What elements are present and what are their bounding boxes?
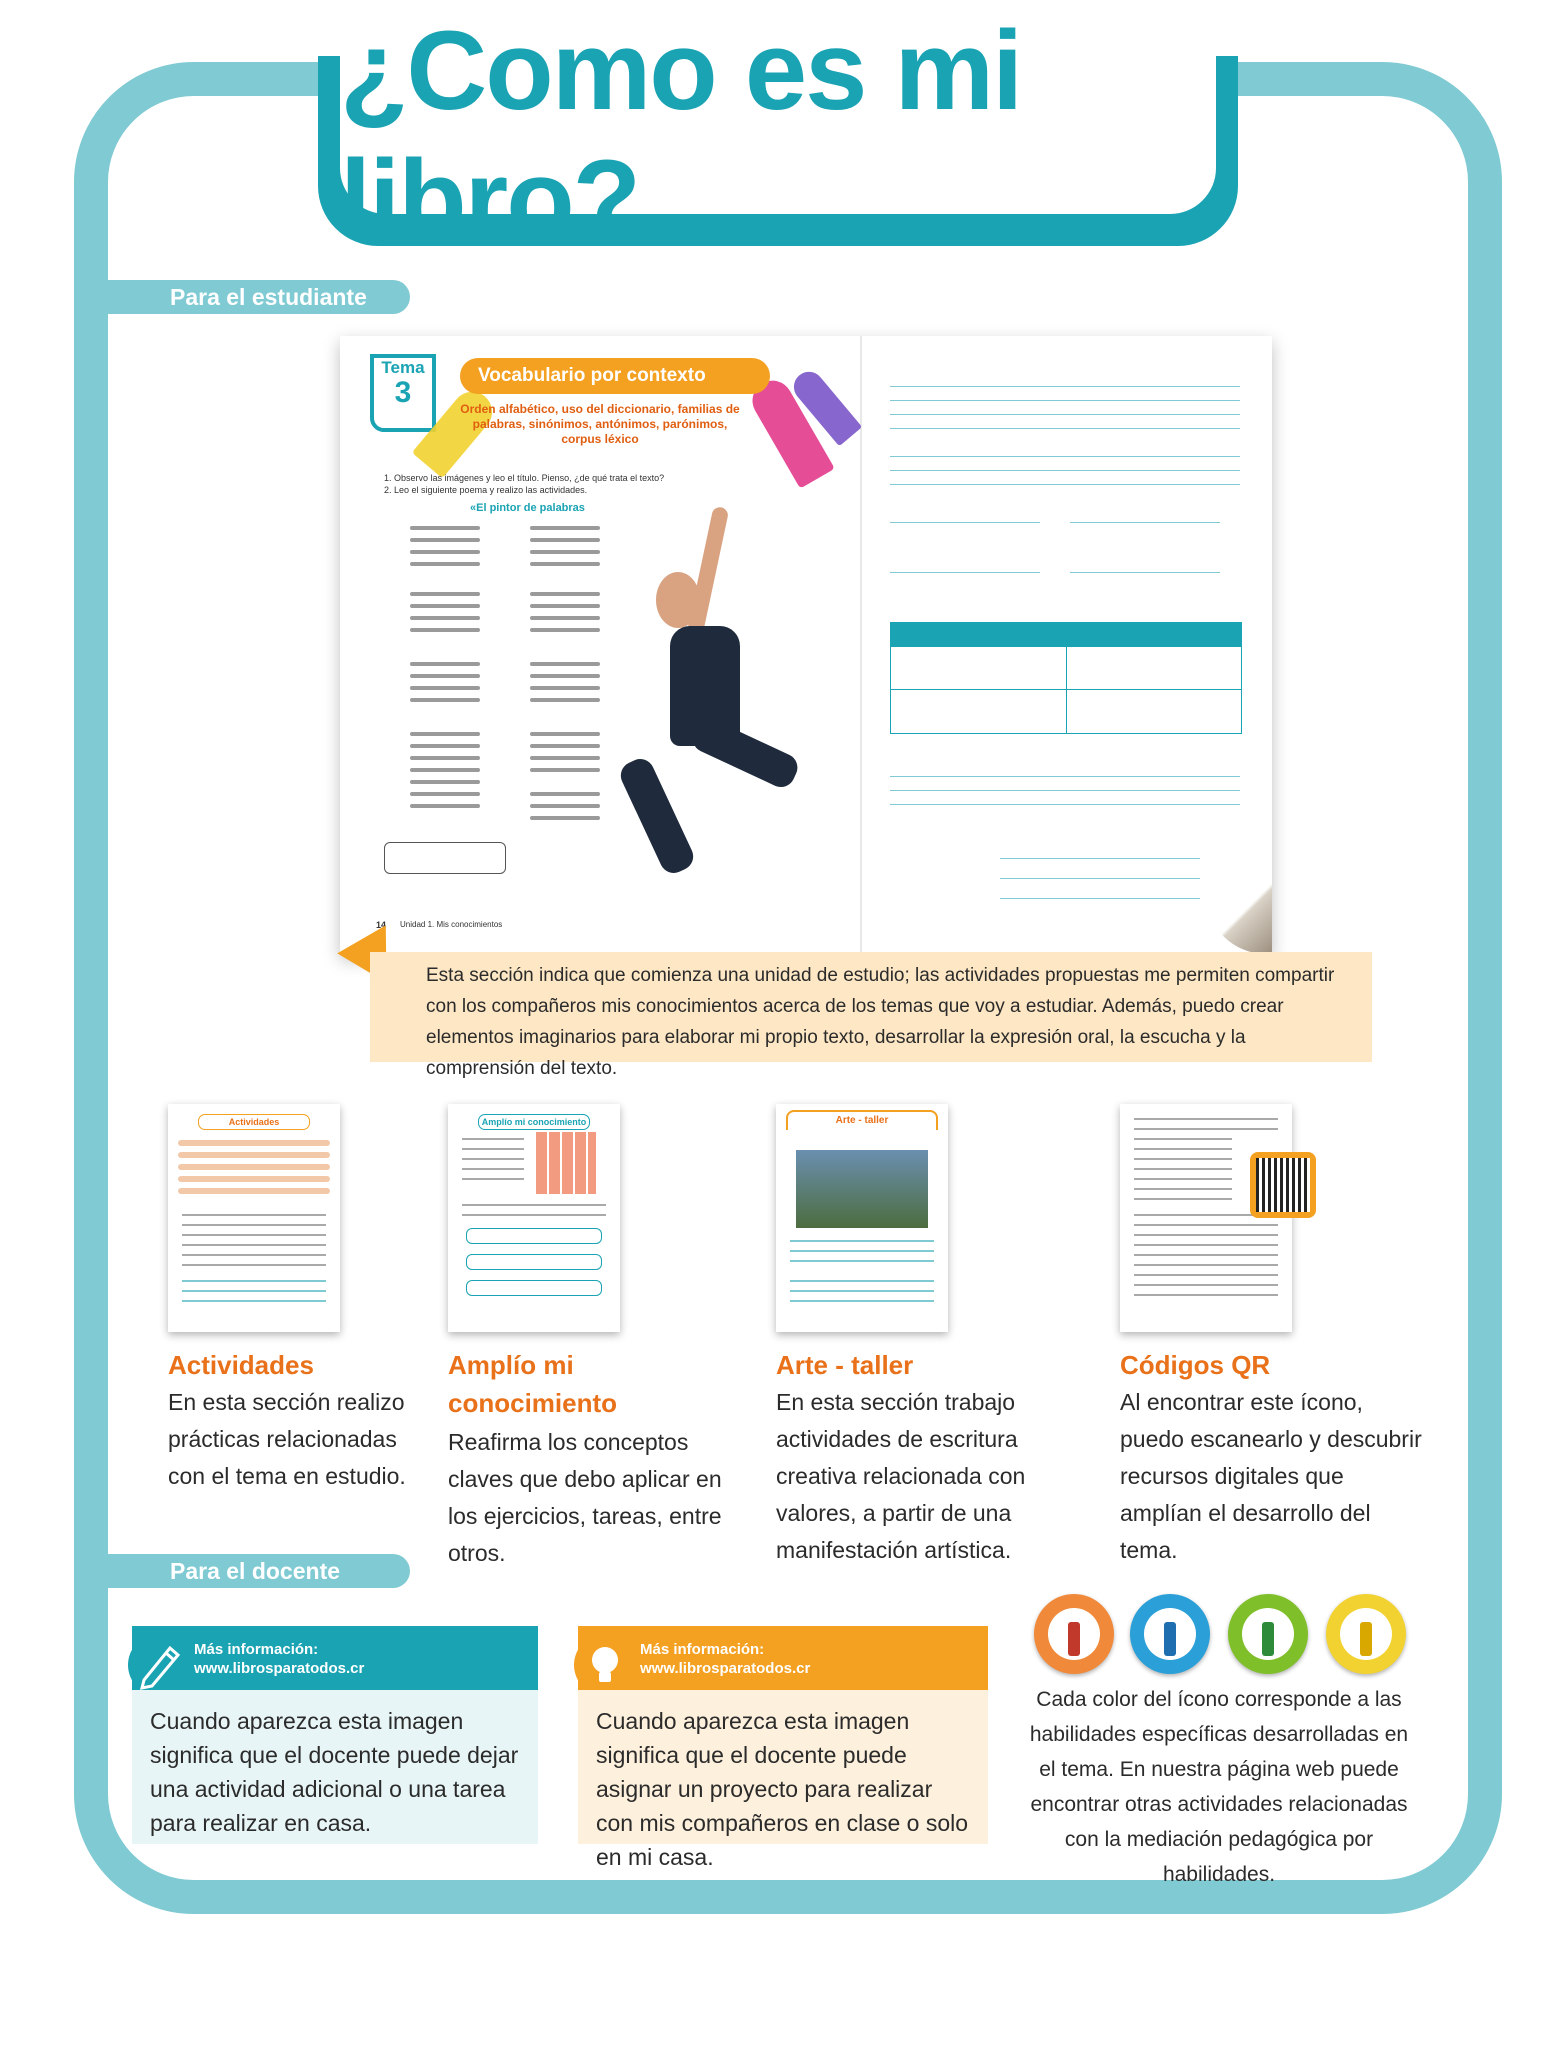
poem-line [410,686,480,690]
skill-icon-green [1228,1594,1308,1674]
thumb-text-line [182,1254,326,1256]
painter-leg [616,754,698,877]
poem-line [530,662,600,666]
instruction-1: 1. Observo las imágenes y leo el título. Pienso, ¿de qué trata el texto? [384,473,665,483]
thumb-text-line [462,1158,524,1160]
thumb-text-line [182,1280,326,1282]
title-box [340,8,1216,262]
thumb-actividades [168,1104,340,1332]
poem-line [410,562,480,566]
poem-line [410,756,480,760]
poem-line [530,816,600,820]
section-title-banner: Vocabulario por contexto [460,358,770,394]
answer-line [890,572,1040,573]
thumb-text-line [1134,1224,1278,1226]
poem-line [530,604,600,608]
card-header-text: Más información: www.librosparatodos.cr [194,1641,365,1677]
thumb-text-line [1134,1294,1278,1296]
teacher-card-tarea [132,1626,538,1844]
thumb-text-line [1134,1148,1232,1150]
answer-line [890,470,1240,471]
poem-line [410,768,480,772]
poem-line [530,592,600,596]
thumb-box [466,1228,602,1244]
answer-line [890,776,1240,777]
poem-line [530,744,600,748]
poem-line [530,686,600,690]
feature-title-codigos-qr: Códigos QR [1120,1350,1271,1380]
poem-line [410,698,480,702]
thumb-text-line [790,1260,934,1262]
feature-title-actividades: Actividades [168,1350,314,1380]
thumb-text-line [1134,1168,1232,1170]
skill-icon-blue [1130,1594,1210,1674]
thumb-text-line [1134,1254,1278,1256]
thumb-text-line [1134,1128,1278,1130]
page-curl [1206,884,1272,954]
thumb-text-line [1134,1284,1278,1286]
card-header-text: Más información: www.librosparatodos.cr [640,1641,811,1677]
recuerda-box [384,842,506,874]
thumb-text-line [182,1224,326,1226]
thumb-heading: Arte - taller [786,1110,938,1130]
thumb-text-line [790,1290,934,1292]
activity-table [890,622,1242,734]
poem-line [530,768,600,772]
answer-line [1000,898,1200,899]
section-subtitle: Orden alfabético, uso del diccionario, familias de palabras, sinónimos, antónimos, parónimos, corpus léxico [460,402,740,446]
teacher-section-tab: Para el docente [108,1554,410,1588]
poem-line [410,526,480,530]
thumb-text-line [182,1264,326,1266]
poem-line [530,628,600,632]
thumb-text-line [1134,1244,1278,1246]
lightbulb-icon [574,1634,636,1696]
student-section-tab: Para el estudiante [108,280,410,314]
answer-line [890,400,1240,401]
thumb-grid [536,1132,596,1194]
thumb-text-line [1134,1264,1278,1266]
answer-line [890,456,1240,457]
thumb-text-line [1134,1178,1232,1180]
thumb-text-line [462,1214,606,1216]
page-title: ¿Como es mi libro? [340,8,1022,262]
thumb-text-line [790,1280,934,1282]
card-header [132,1626,538,1690]
thumb-text-line [1134,1138,1232,1140]
tema-badge: Tema 3 [370,354,436,432]
answer-line [890,386,1240,387]
thumb-text-line [182,1244,326,1246]
thumb-text-line [1134,1158,1232,1160]
thumb-text-line [462,1204,606,1206]
spread-divider [860,336,862,954]
feature-text-codigos-qr: Al encontrar este ícono, puedo escanearlo y descubrir recursos digitales que amplían el desarrollo del tema. [1120,1389,1422,1563]
thumb-bar [178,1152,330,1158]
thumb-text-line [790,1250,934,1252]
thumb-text-line [1134,1118,1278,1120]
poem-line [530,804,600,808]
poem-line [410,804,480,808]
poem-line [410,550,480,554]
pencil-icon [128,1634,190,1696]
card-text: Cuando aparezca esta imagen significa que el docente puede dejar una actividad adicional o una tarea para realizar en casa. [132,1690,538,1844]
poem-line [410,744,480,748]
painter-leg [688,714,802,791]
thumb-text-line [182,1214,326,1216]
answer-line [890,484,1240,485]
thumb-box [466,1254,602,1270]
answer-line [890,804,1240,805]
answer-line [890,790,1240,791]
skill-icons-description: Cada color del ícono corresponde a las habilidades específicas desarrolladas en el tema. En nuestra página web puede encontrar otras actividades relacionadas con la mediación pedagógica por habilidades. [1029,1688,1409,1886]
thumb-text-line [1134,1188,1232,1190]
poem-line [410,662,480,666]
book-spread-preview [340,336,1272,954]
thumb-arte [776,1104,948,1332]
thumb-text-line [1134,1198,1232,1200]
answer-line [1000,878,1200,879]
poem-line [530,674,600,678]
thumb-text-line [182,1290,326,1292]
poem-line [410,732,480,736]
thumb-text-line [1134,1274,1278,1276]
thumb-text-line [182,1300,326,1302]
feature-text-actividades: En esta sección realizo prácticas relacionadas con el tema en estudio. [168,1389,406,1489]
card-header [578,1626,988,1690]
thumb-text-line [182,1234,326,1236]
thumb-text-line [790,1300,934,1302]
poem-line [530,538,600,542]
thumb-bar [178,1164,330,1170]
poem-line [530,756,600,760]
poem-line [410,628,480,632]
qr-code-icon [1250,1152,1316,1218]
poem-line [410,674,480,678]
feature-title-amplio: Amplío mi conocimiento [448,1350,618,1418]
feature-text-amplio: Reafirma los conceptos claves que debo aplicar en los ejercicios, tareas, entre otros. [448,1429,722,1566]
poem-line [410,792,480,796]
thumb-bar [178,1176,330,1182]
thumb-text-line [462,1138,524,1140]
poem-line [530,616,600,620]
answer-line [1070,522,1220,523]
answer-line [890,522,1040,523]
thumb-text-line [462,1148,524,1150]
thumb-photo [796,1150,928,1228]
page-number: 14 [376,920,387,930]
card-text: Cuando aparezca esta imagen significa que el docente puede asignar un proyecto para realizar con mis compañeros en clase o solo en mi casa. [578,1690,988,1844]
answer-line [890,414,1240,415]
poem-line [530,698,600,702]
instruction-2: 2. Leo el siguiente poema y realizo las actividades. [384,485,588,495]
answer-line [1070,572,1220,573]
poem-line [530,562,600,566]
thumb-box [466,1280,602,1296]
poem-line [530,792,600,796]
thumb-heading: Actividades [198,1114,310,1130]
table-divider [891,689,1241,690]
page-footer: Unidad 1. Mis conocimientos [400,920,503,929]
thumb-bar [178,1140,330,1146]
poem-line [530,550,600,554]
painter-head [656,572,700,628]
thumb-text-line [1134,1234,1278,1236]
poem-line [530,732,600,736]
table-divider [1066,623,1067,733]
poem-line [410,592,480,596]
thumb-bar [178,1188,330,1194]
thumb-text-line [462,1168,524,1170]
thumb-codigos-qr [1120,1104,1292,1332]
thumb-text-line [462,1178,524,1180]
teacher-card-proyecto [578,1626,988,1870]
poem-line [410,604,480,608]
answer-line [890,428,1240,429]
thumb-amplio [448,1104,620,1332]
poem-line [530,526,600,530]
answer-line [1000,858,1200,859]
section-description: Esta sección indica que comienza una unidad de estudio; las actividades propuestas me permiten compartir con los compañeros mis conocimientos acerca de los temas que voy a estudiar. Además, puedo crear elementos imaginarios para elaborar mi propio texto, desarrollar la expresión oral, la escucha y la comprensión del texto. [370,952,1372,1062]
tema-number: 3 [394,376,412,409]
poem-line [410,780,480,784]
poem-line [410,616,480,620]
thumb-text-line [790,1240,934,1242]
skill-icon-yellow [1326,1594,1406,1674]
poem-title: «El pintor de palabras [470,502,585,514]
thumb-heading: Amplío mi conocimiento [478,1114,590,1130]
feature-text-arte: En esta sección trabajo actividades de escritura creativa relacionada con valores, a partir de una manifestación artística. [776,1389,1026,1563]
poem-line [410,538,480,542]
feature-title-arte: Arte - taller [776,1350,914,1380]
skill-icon-orange [1034,1594,1114,1674]
